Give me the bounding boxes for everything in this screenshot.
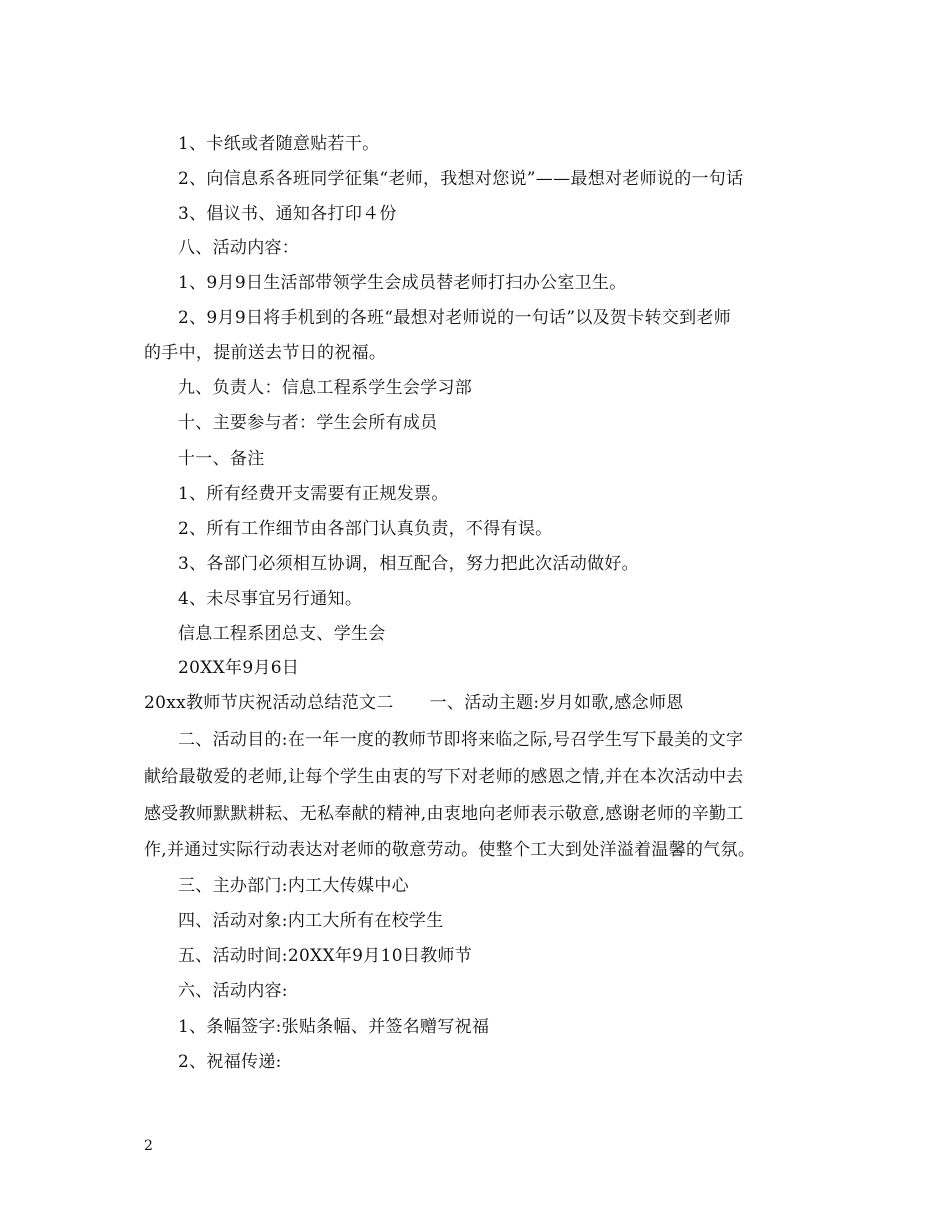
section-heading: 三、主办部门:内工大传媒中心	[178, 876, 409, 896]
paragraph: 1、9月9日生活部带领学生会成员替老师打扫办公室卫生。	[178, 273, 627, 293]
paragraph: 1、所有经费开支需要有正规发票。	[178, 484, 449, 504]
section-heading: 六、活动内容:	[178, 981, 288, 1001]
paragraph: 3、各部门必须相互协调，相互配合，努力把此次活动做好。	[178, 554, 639, 574]
section-heading: 九、负责人：信息工程系学生会学习部	[178, 378, 473, 398]
paragraph: 2、9月9日将手机到的各班“最想对老师说的一句话”以及贺卡转交到老师	[178, 308, 732, 328]
section-heading: 八、活动内容：	[178, 238, 300, 258]
purpose-paragraph: 作,并通过实际行动表达对老师的敬意劳动。使整个工大到处洋溢着温馨的气氛。	[144, 840, 756, 860]
section2-title-line	[144, 692, 684, 714]
purpose-paragraph: 感受教师默默耕耘、无私奉献的精神,由衷地向老师表示敬意,感谢老师的辛勤工	[144, 804, 744, 824]
signature-organization: 信息工程系团总支、学生会	[178, 624, 386, 644]
paragraph: 4、未尽事宜另行通知。	[178, 589, 363, 609]
section-heading: 十、主要参与者：学生会所有成员	[178, 413, 438, 433]
signature-date: 20XX年9月6日	[178, 658, 300, 678]
paragraph: 1、条幅签字:张贴条幅、并签名赠写祝福	[178, 1017, 490, 1037]
paragraph: 2、向信息系各班同学征集“老师，我想对您说”——最想对老师说的一句话	[178, 169, 744, 189]
section-heading: 五、活动时间:20XX年9月10日教师节	[178, 946, 473, 966]
page-number: 2	[144, 1138, 153, 1154]
paragraph-continuation: 的手中，提前送去节日的祝福。	[144, 343, 387, 363]
section2-title: 20xx教师节庆祝活动总结范文二	[144, 693, 394, 713]
section-heading: 十一、备注	[178, 449, 265, 469]
section-heading: 四、活动对象:内工大所有在校学生	[178, 911, 444, 931]
purpose-paragraph: 二、活动目的:在一年一度的教师节即将来临之际,号召学生写下最美的文字	[178, 730, 744, 750]
paragraph: 1、卡纸或者随意贴若干。	[178, 134, 380, 154]
purpose-paragraph: 献给最敬爱的老师,让每个学生由衷的写下对老师的感恩之情,并在本次活动中去	[144, 767, 744, 787]
paragraph: 3、倡议书、通知各打印４份	[178, 204, 397, 224]
paragraph: 2、祝福传递:	[178, 1052, 282, 1072]
section2-theme: 一、活动主题:岁月如歌,感念师恩	[429, 693, 684, 713]
paragraph: 2、所有工作细节由各部门认真负责，不得有误。	[178, 519, 553, 539]
